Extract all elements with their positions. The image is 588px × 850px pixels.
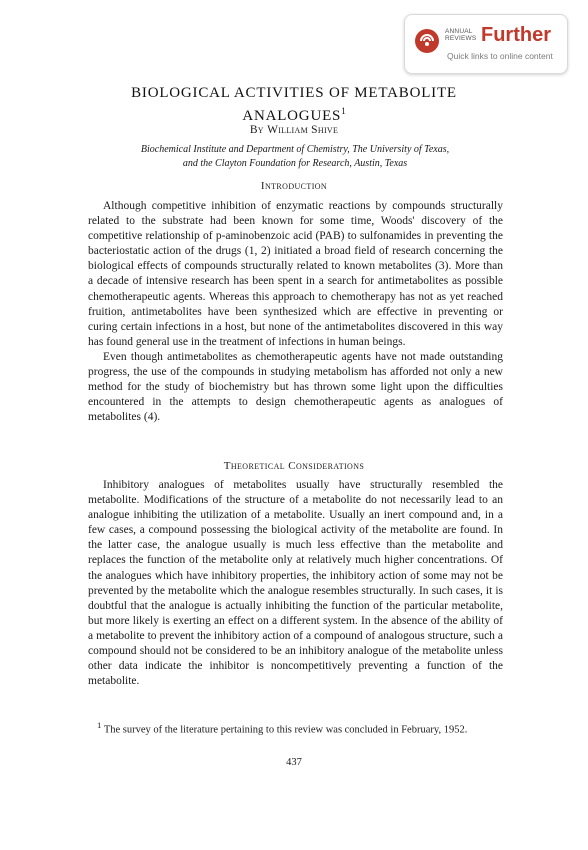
page-number: 437 xyxy=(286,757,302,768)
introduction-body xyxy=(88,199,503,425)
introduction-paragraph-1: Although competitive inhibition of enzymatic reactions by compounds structurally related to the substrate had been known for some time, Woods' discovery of the competitive relationship of p-aminobenzoic acid (PAB) to sulfonamides in preventing the bacteriostatic action of the drugs (1, 2) initiated a broad field of research concerning the biological effects of compounds structurally related to known metabolites (3). More than a decade of intensive research has been spent in a search for antimetabolites as possible chemotherapeutic agents. Whereas this approach to chemotherapy has not as yet reached fruition, antimetabolites have been synthesized which are effective in preventing or curing certain infections in a host, but none of the antimetabolites discovered in this way has found general use in the treatment of infections in human beings. xyxy=(88,200,503,348)
banner-brand-line1: ANNUAL xyxy=(445,28,473,35)
affiliation-line1: Biochemical Institute and Department of Chemistry, The University of Texas, xyxy=(140,144,450,155)
further-banner[interactable] xyxy=(404,14,568,74)
theoretical-paragraph-1: Inhibitory analogues of metabolites usually have structurally resembled the metabolite. Modifications of the structure of a metabolite do not necessarily lead to an analogue inhibiting the utilization of a metabolite. Usually an inert compound and, in a few cases, a compound possessing the biological activity of the metabolite are found. In the latter case, the analogue usually is much less effective than the metabolite and replaces the function of the metabolite only at relatively much higher concentrations. Of the analogues which have inhibitory properties, the inhibitory action of some may not be prevented by the metabolite which the analogue resembles structurally. In such cases, it is doubtful that the analogue is actually inhibiting the function of the particular metabolite, but more likely is exerting an effect on a different system. In the absence of the ability of a metabolite to prevent the inhibitory action of a compound of analogous structure, such a compound should not be considered to be an inhibitory analogue of the metabolite unless other data indicate the inhibitor is noncompetitively preventing a function of the metabolite. xyxy=(88,479,503,688)
banner-brand-line2: REVIEWS xyxy=(445,35,477,42)
banner-subtitle: Quick links to online content xyxy=(447,51,553,61)
author-prefix: By xyxy=(249,124,264,136)
section-heading-introduction: Introduction xyxy=(260,180,328,192)
article-title xyxy=(0,84,588,125)
affiliation-line2: and the Clayton Foundation for Research, Austin, Texas xyxy=(182,158,408,169)
author-affiliation xyxy=(90,143,500,171)
title-footnote-mark: 1 xyxy=(341,106,346,116)
theoretical-considerations-body xyxy=(88,478,503,689)
article-title-line2 xyxy=(0,102,588,125)
introduction-paragraph-2: Even though antimetabolites as chemotherapeutic agents have not made outstanding progress, the use of the compounds in studying metabolism has afforded not only a new method for the study of biochemistry but has thrown some light upon the difficulties encountered in the attempts to design chemotherapeutic agents as analogues of metabolites (4). xyxy=(88,350,503,424)
article-title-line2-text: ANALOGUES xyxy=(242,108,342,124)
author-name: William Shive xyxy=(267,124,339,136)
footnote-text: The survey of the literature pertaining to this review was concluded in February, 1952. xyxy=(103,724,468,736)
banner-further-label: Further xyxy=(481,24,551,46)
annual-reviews-logo-icon xyxy=(415,29,439,53)
section-heading-theoretical-considerations: Theoretical Considerations xyxy=(223,460,365,472)
footnote xyxy=(88,718,503,738)
banner-brand xyxy=(445,28,476,42)
footnote-mark: 1 xyxy=(97,720,102,730)
article-title-line1: BIOLOGICAL ACTIVITIES OF METABOLITE xyxy=(131,85,457,101)
author-line xyxy=(0,124,588,136)
